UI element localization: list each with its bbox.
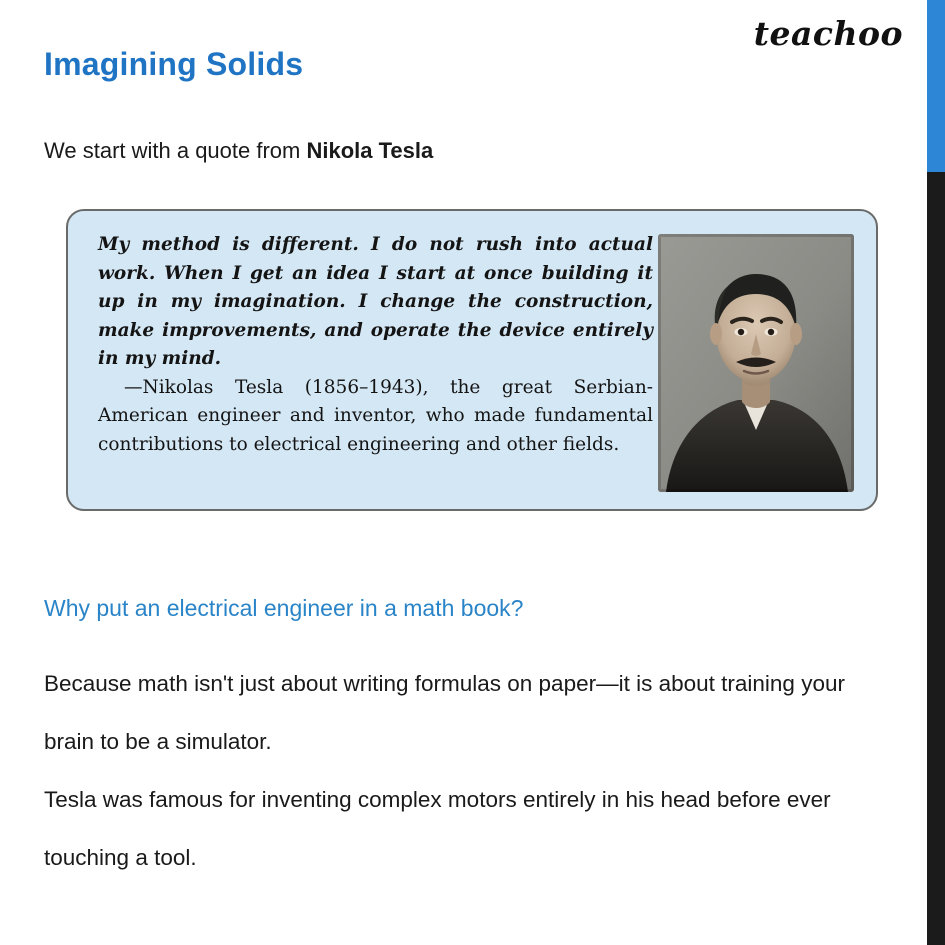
tesla-portrait-image bbox=[658, 234, 854, 492]
body-paragraph-1: Because math isn't just about writing formulas on paper—it is about training your brain to be a simulator. bbox=[44, 671, 845, 754]
quote-body: My method is different. I do not rush into actual work. When I get an idea I start at once building it up in my imagination. I change the construction, make improvements, and operate the device entirely in my mind. bbox=[98, 234, 653, 369]
body-paragraph-2: Tesla was famous for inventing complex motors entirely in his head before ever touching a tool. bbox=[44, 787, 831, 870]
section-subheading: Why put an electrical engineer in a math book? bbox=[44, 595, 524, 621]
quote-block bbox=[98, 231, 653, 459]
lead-name: Nikola Tesla bbox=[306, 138, 434, 163]
teachoo-logo: teachoo bbox=[753, 14, 903, 53]
lead-sentence bbox=[44, 138, 433, 164]
scrollbar-thumb[interactable] bbox=[927, 0, 945, 172]
quote-card bbox=[66, 209, 878, 511]
scrollbar-track[interactable] bbox=[927, 0, 945, 945]
quote-attribution: —Nikolas Tesla (1856–1943), the great Serbian-American engineer and inventor, who made fundamental contributions to electrical engineering and other fields. bbox=[98, 376, 653, 455]
page-title: Imagining Solids bbox=[44, 46, 304, 82]
lead-text: We start with a quote from bbox=[44, 138, 307, 163]
